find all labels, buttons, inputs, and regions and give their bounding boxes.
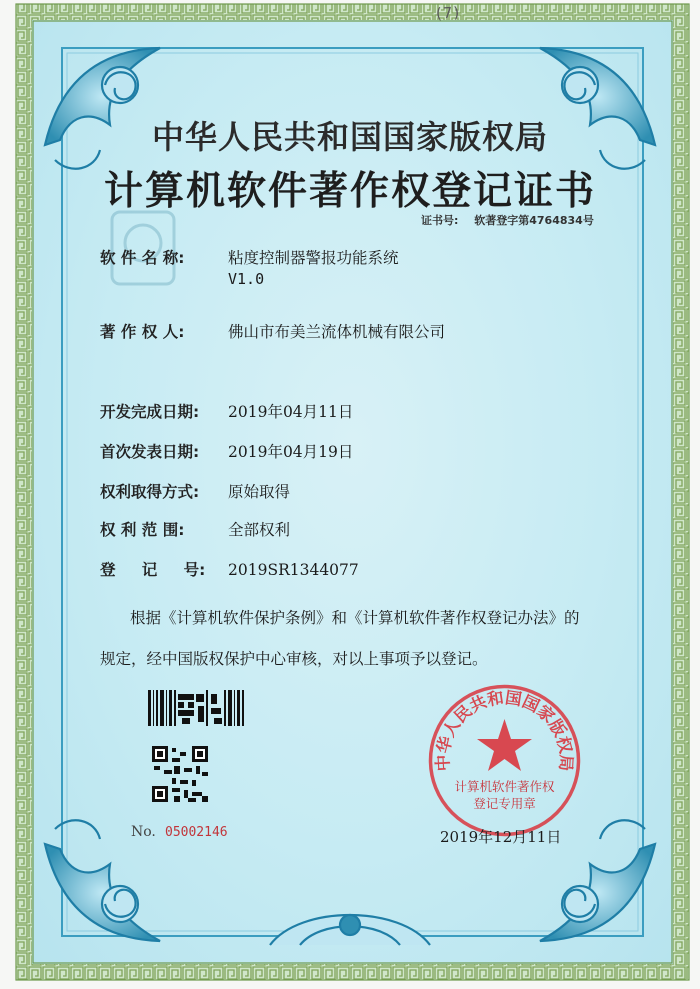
field-value: 2019年04月19日 — [228, 443, 354, 461]
seal-line-2: 登记专用章 — [473, 796, 536, 811]
certificate-title: 计算机软件著作权登记证书 — [103, 169, 596, 214]
field-label: 首次发表日期: — [100, 443, 200, 461]
field-software-name — [100, 246, 399, 268]
statement-line-1: 根据《计算机软件保护条例》和《计算机软件著作权登记办法》的 — [130, 609, 580, 627]
field-value: 2019年04月11日 — [228, 403, 354, 421]
field-value: 佛山市布美兰流体机械有限公司 — [228, 323, 446, 341]
qr-code — [152, 746, 208, 802]
field-label: 权 利 范 围: — [100, 521, 185, 539]
field-publication-date — [100, 440, 353, 462]
field-label: 著 作 权 人: — [100, 323, 185, 341]
seal-arc-text: 中华人民共和国国家版权局 — [433, 688, 576, 772]
field-value: 原始取得 — [228, 483, 291, 501]
serial-number-value: 05002146 — [165, 825, 228, 840]
handwritten-note: (7) — [435, 3, 461, 23]
certificate-number — [421, 212, 594, 228]
barcode — [148, 688, 248, 728]
field-label: 登 记 号: — [100, 561, 206, 579]
field-label: 开发完成日期: — [100, 403, 200, 421]
issue-date: 2019年12月11日 — [440, 828, 562, 846]
field-value: 全部权利 — [228, 521, 291, 539]
field-rights-scope — [100, 518, 290, 540]
official-seal — [427, 683, 582, 838]
field-label: 权利取得方式: — [100, 483, 200, 501]
field-value: 2019SR1344077 — [228, 561, 359, 579]
field-registration-number — [100, 558, 359, 580]
field-acquisition-method — [100, 480, 290, 502]
software-version: V1.0 — [228, 270, 265, 288]
statement-line-2: 规定，经中国版权保护中心审核，对以上事项予以登记。 — [100, 650, 488, 668]
issuing-authority-title: 中华人民共和国国家版权局 — [151, 118, 548, 156]
serial-number-label: No. — [131, 824, 156, 840]
seal-line-1: 计算机软件著作权 — [454, 779, 555, 794]
field-label: 软 件 名 称: — [100, 249, 185, 267]
field-value: 粘度控制器警报功能系统 — [228, 249, 399, 267]
field-copyright-owner — [100, 320, 445, 342]
seal-star-icon — [477, 719, 532, 771]
certificate-number-label: 证书号: — [421, 214, 459, 227]
field-completion-date — [100, 400, 353, 422]
certificate-number-value: 软著登字第4764834号 — [474, 214, 594, 227]
bottom-center-ornament — [270, 915, 430, 945]
